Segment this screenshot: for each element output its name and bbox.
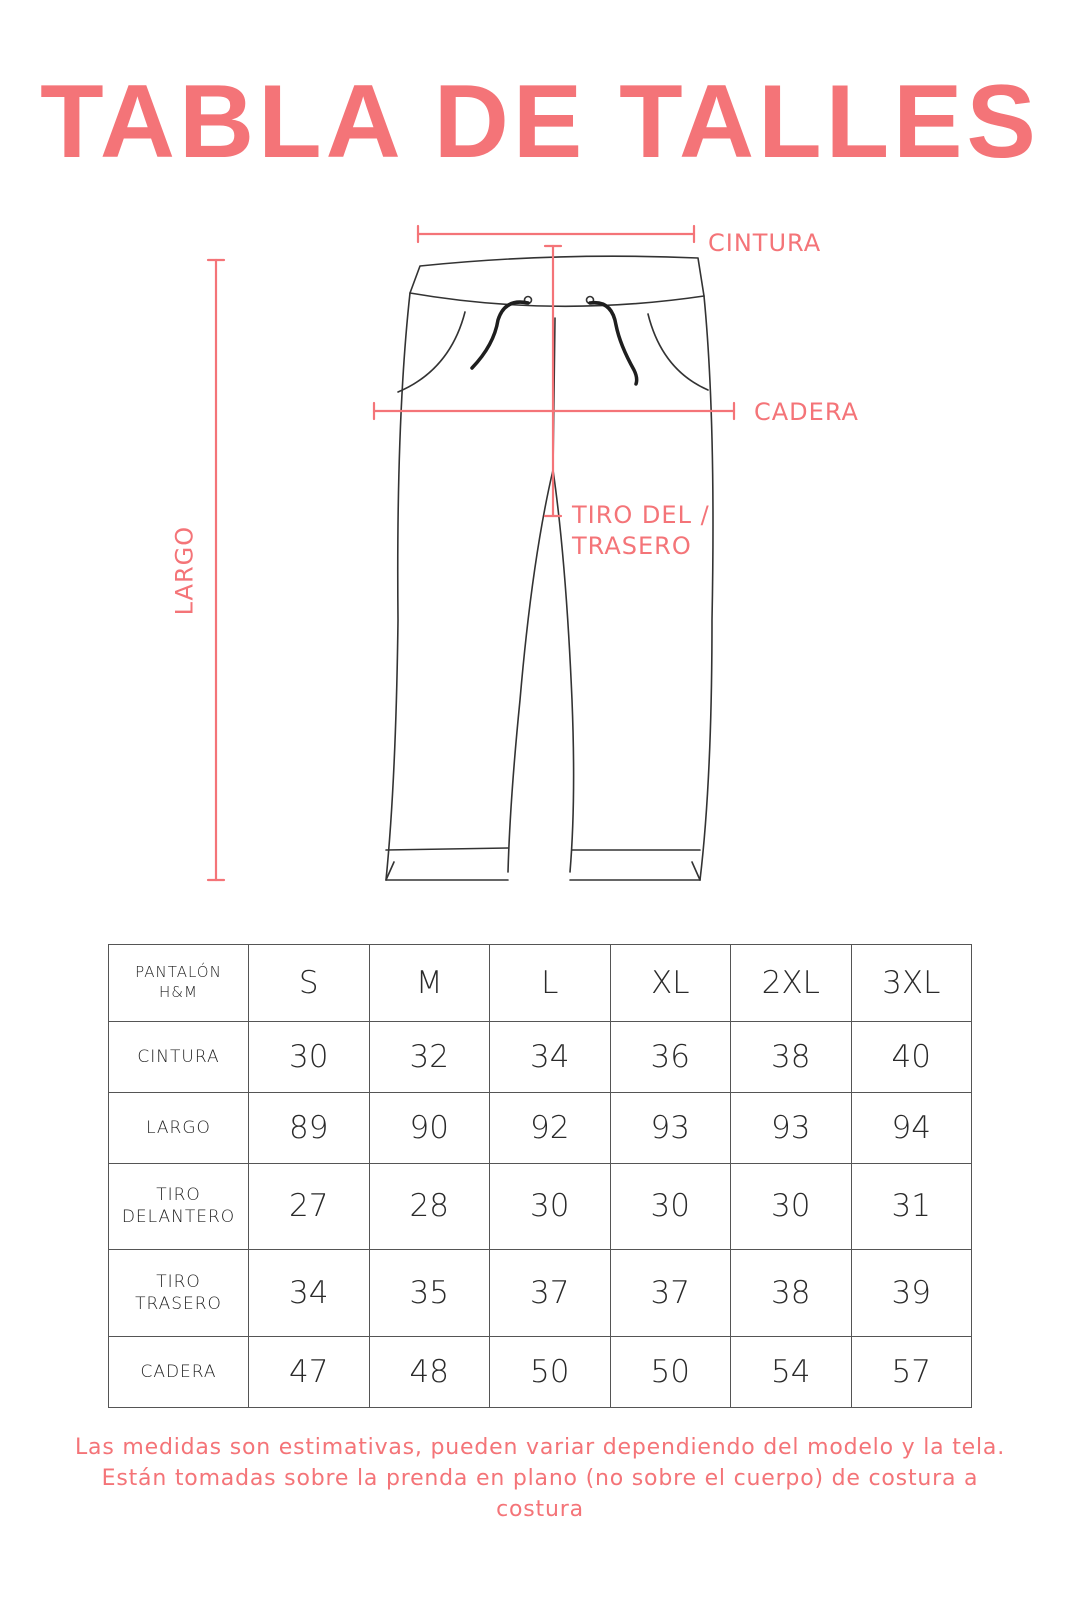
table-cell: 38: [731, 1250, 852, 1337]
tiro-label: TIRO DEL / TRASERO: [572, 501, 710, 561]
row-label: LARGO: [109, 1092, 249, 1163]
table-cell: 36: [610, 1021, 731, 1092]
table-row: [109, 1092, 972, 1163]
size-header: 3XL: [851, 945, 972, 1022]
table-cell: 31: [851, 1163, 972, 1250]
table-cell: 34: [490, 1021, 611, 1092]
table-cell: 38: [731, 1021, 852, 1092]
disclaimer-note: Las medidas son estimativas, pueden variar dependiendo del modelo y la tela. Están tomadas sobre la prenda en plano (no sobre el cuerpo) de costura a costura: [74, 1435, 1005, 1522]
table-cell: 32: [369, 1021, 490, 1092]
largo-label: LARGO: [170, 525, 199, 616]
table-cell: 27: [249, 1163, 370, 1250]
size-header: L: [490, 945, 611, 1022]
table-row: [109, 1337, 972, 1408]
row-label: TIRO DELANTERO: [109, 1163, 249, 1250]
table-cell: 50: [610, 1337, 731, 1408]
table-cell: 50: [490, 1337, 611, 1408]
size-header: S: [249, 945, 370, 1022]
table-cell: 47: [249, 1337, 370, 1408]
size-header: M: [369, 945, 490, 1022]
table-cell: 35: [369, 1250, 490, 1337]
table-cell: 28: [369, 1163, 490, 1250]
table-cell: 89: [249, 1092, 370, 1163]
cintura-label: CINTURA: [708, 229, 822, 257]
table-cell: 94: [851, 1092, 972, 1163]
table-cell: 57: [851, 1337, 972, 1408]
row-label: CADERA: [109, 1337, 249, 1408]
page-title: TABLA DE TALLES: [40, 64, 1040, 180]
table-cell: 39: [851, 1250, 972, 1337]
table-row: [109, 1163, 972, 1250]
table-cell: 92: [490, 1092, 611, 1163]
cadera-label: CADERA: [754, 398, 859, 426]
row-label: CINTURA: [109, 1021, 249, 1092]
table-cell: 30: [249, 1021, 370, 1092]
table-cell: 30: [610, 1163, 731, 1250]
size-table: [108, 944, 972, 1408]
table-cell: 90: [369, 1092, 490, 1163]
pants-outline: [386, 256, 713, 880]
table-row: [109, 1021, 972, 1092]
table-cell: 30: [731, 1163, 852, 1250]
table-cell: 40: [851, 1021, 972, 1092]
table-row: [109, 1250, 972, 1337]
size-header: XL: [610, 945, 731, 1022]
corner-label: PANTALÓN H&M: [109, 945, 249, 1022]
table-header-row: [109, 945, 972, 1022]
table-cell: 48: [369, 1337, 490, 1408]
size-header: 2XL: [731, 945, 852, 1022]
row-label: TIRO TRASERO: [109, 1250, 249, 1337]
table-cell: 37: [490, 1250, 611, 1337]
table-cell: 93: [731, 1092, 852, 1163]
table-cell: 37: [610, 1250, 731, 1337]
table-cell: 30: [490, 1163, 611, 1250]
table-cell: 54: [731, 1337, 852, 1408]
table-cell: 34: [249, 1250, 370, 1337]
table-cell: 93: [610, 1092, 731, 1163]
